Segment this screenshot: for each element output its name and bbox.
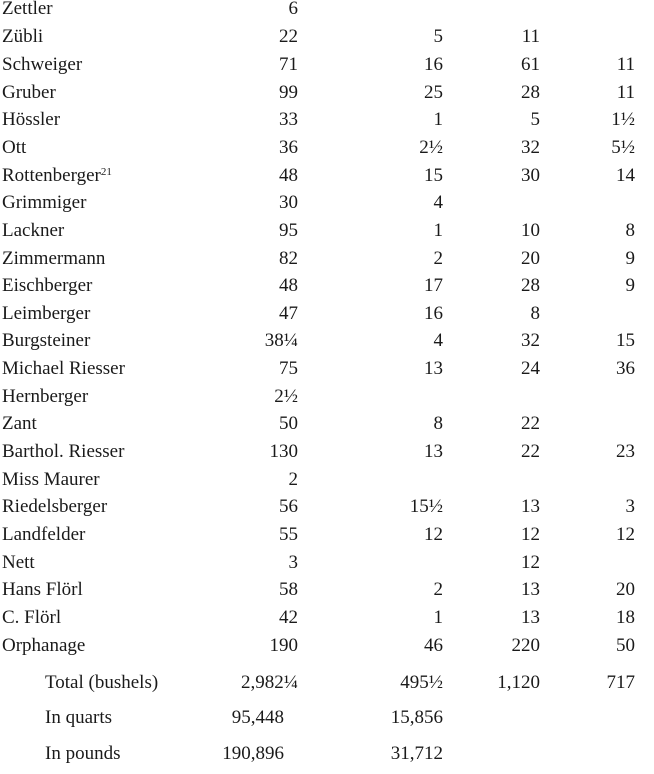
col1-value: 50 (279, 413, 298, 434)
table-row (0, 79, 654, 107)
col2-value: 12 (424, 524, 443, 545)
quarts-col2: 15,856 (390, 707, 443, 728)
col4-value: 12 (616, 524, 635, 545)
col1-value: 190 (269, 635, 298, 656)
table-row (0, 245, 654, 273)
col1-value: 75 (279, 358, 298, 379)
total-col1: 2,982¼ (241, 672, 298, 693)
col1-value: 58 (279, 579, 298, 600)
table-row (0, 134, 654, 162)
col2-value: 2 (433, 248, 443, 269)
col4-value: 1½ (611, 109, 635, 130)
col4-value: 5½ (611, 137, 635, 158)
col4-value: 8 (625, 220, 635, 241)
col2-value: 4 (433, 192, 443, 213)
col1-value: 47 (279, 303, 298, 324)
row-name: Miss Maurer (2, 469, 100, 490)
col4-value: 23 (616, 441, 635, 462)
row-name: Ott (2, 137, 27, 158)
col3-value: 10 (521, 220, 540, 241)
table-row (0, 521, 654, 549)
col3-value: 5 (530, 109, 540, 130)
footnote-marker: 21 (100, 166, 112, 178)
col4-value: 20 (616, 579, 635, 600)
col1-value: 95 (279, 220, 298, 241)
table-row (0, 162, 654, 190)
col1-value: 48 (279, 165, 298, 186)
row-name: Zimmermann (2, 248, 106, 269)
col4-value: 15 (616, 330, 635, 351)
total-row (0, 669, 654, 697)
row-name: Nett (2, 552, 35, 573)
col1-value: 55 (279, 524, 298, 545)
col3-value: 24 (521, 358, 540, 379)
col1-value: 33 (279, 109, 298, 130)
row-name: Schweiger (2, 54, 83, 75)
row-name: Hössler (2, 109, 61, 130)
row-name: Leimberger (2, 303, 91, 324)
col2-value: 1 (433, 109, 443, 130)
col2-value: 8 (433, 413, 443, 434)
col4-value: 11 (616, 82, 635, 103)
row-name: Zettler (2, 0, 53, 19)
table-row (0, 217, 654, 245)
col4-value: 50 (616, 635, 635, 656)
col2-value: 15 (424, 165, 443, 186)
row-name: Rottenberger (2, 165, 101, 186)
col1-value: 130 (269, 441, 298, 462)
col1-value: 82 (279, 248, 298, 269)
col3-value: 11 (521, 26, 540, 47)
col2-value: 46 (424, 635, 443, 656)
row-name: Riedelsberger (2, 496, 108, 517)
col1-value: 22 (279, 26, 298, 47)
col1-value: 2 (288, 469, 298, 490)
row-name: Barthol. Riesser (2, 441, 125, 462)
col2-value: 16 (424, 54, 443, 75)
col3-value: 12 (521, 524, 540, 545)
table-row (0, 383, 654, 411)
total-col2: 495½ (400, 672, 443, 693)
row-name: Zant (2, 413, 37, 434)
col1-value: 48 (279, 275, 298, 296)
pounds-label: In pounds (45, 743, 121, 764)
col3-value: 13 (521, 607, 540, 628)
col2-value: 16 (424, 303, 443, 324)
col4-value: 36 (616, 358, 635, 379)
col3-value: 32 (521, 330, 540, 351)
row-name: Landfelder (2, 524, 86, 545)
table-row (0, 466, 654, 494)
col4-value: 18 (616, 607, 635, 628)
table-row (0, 189, 654, 217)
col1-value: 36 (279, 137, 298, 158)
col3-value: 220 (511, 635, 540, 656)
col3-value: 13 (521, 496, 540, 517)
col1-value: 42 (279, 607, 298, 628)
row-name: Zübli (2, 26, 44, 47)
col2-value: 2½ (419, 137, 443, 158)
row-name: Burgsteiner (2, 330, 91, 351)
col2-value: 5 (433, 26, 443, 47)
table-row (0, 23, 654, 51)
col2-value: 1 (433, 220, 443, 241)
col2-value: 17 (424, 275, 443, 296)
col1-value: 56 (279, 496, 298, 517)
table-row (0, 576, 654, 604)
row-name: Hernberger (2, 386, 89, 407)
total-col4: 717 (606, 672, 635, 693)
col2-value: 25 (424, 82, 443, 103)
table-row (0, 106, 654, 134)
table-row (0, 272, 654, 300)
col2-value: 1 (433, 607, 443, 628)
table-row (0, 549, 654, 577)
row-name: Grimmiger (2, 192, 87, 213)
row-name: Hans Flörl (2, 579, 83, 600)
col3-value: 22 (521, 441, 540, 462)
table-row (0, 438, 654, 466)
col1-value: 38¼ (264, 330, 298, 351)
row-name: Michael Riesser (2, 358, 125, 379)
col3-value: 28 (521, 82, 540, 103)
col1-value: 99 (279, 82, 298, 103)
row-name: C. Flörl (2, 607, 62, 628)
col3-value: 30 (521, 165, 540, 186)
quarts-row (0, 704, 654, 732)
table-row (0, 51, 654, 79)
table-row (0, 604, 654, 632)
col2-value: 13 (424, 441, 443, 462)
pounds-col1: 190,896 (222, 743, 284, 764)
col3-value: 13 (521, 579, 540, 600)
col2-value: 13 (424, 358, 443, 379)
row-name: Orphanage (2, 635, 86, 656)
col3-value: 22 (521, 413, 540, 434)
col3-value: 28 (521, 275, 540, 296)
col2-value: 2 (433, 579, 443, 600)
col1-value: 71 (279, 54, 298, 75)
table-row (0, 410, 654, 438)
col1-value: 2½ (274, 386, 298, 407)
col2-value: 15½ (409, 496, 443, 517)
col2-value: 4 (433, 330, 443, 351)
total-label: Total (bushels) (45, 672, 159, 693)
col4-value: 11 (616, 54, 635, 75)
col3-value: 8 (530, 303, 540, 324)
row-name: Eischberger (2, 275, 93, 296)
col1-value: 30 (279, 192, 298, 213)
table-row (0, 300, 654, 328)
table-row (0, 327, 654, 355)
quarts-label: In quarts (45, 707, 113, 728)
pounds-row (0, 740, 654, 768)
col4-value: 14 (616, 165, 635, 186)
quarts-col1: 95,448 (231, 707, 284, 728)
col1-value: 6 (288, 0, 298, 19)
table-row (0, 493, 654, 521)
table-row (0, 355, 654, 383)
col4-value: 9 (625, 275, 635, 296)
col3-value: 20 (521, 248, 540, 269)
row-name: Gruber (2, 82, 56, 103)
pounds-col2: 31,712 (390, 743, 443, 764)
table-row (0, 632, 654, 660)
total-col3: 1,120 (497, 672, 540, 693)
row-name: Lackner (2, 220, 65, 241)
table-row (0, 0, 654, 23)
col4-value: 9 (625, 248, 635, 269)
col3-value: 32 (521, 137, 540, 158)
col1-value: 3 (288, 552, 298, 573)
col3-value: 61 (521, 54, 540, 75)
col4-value: 3 (625, 496, 635, 517)
col3-value: 12 (521, 552, 540, 573)
